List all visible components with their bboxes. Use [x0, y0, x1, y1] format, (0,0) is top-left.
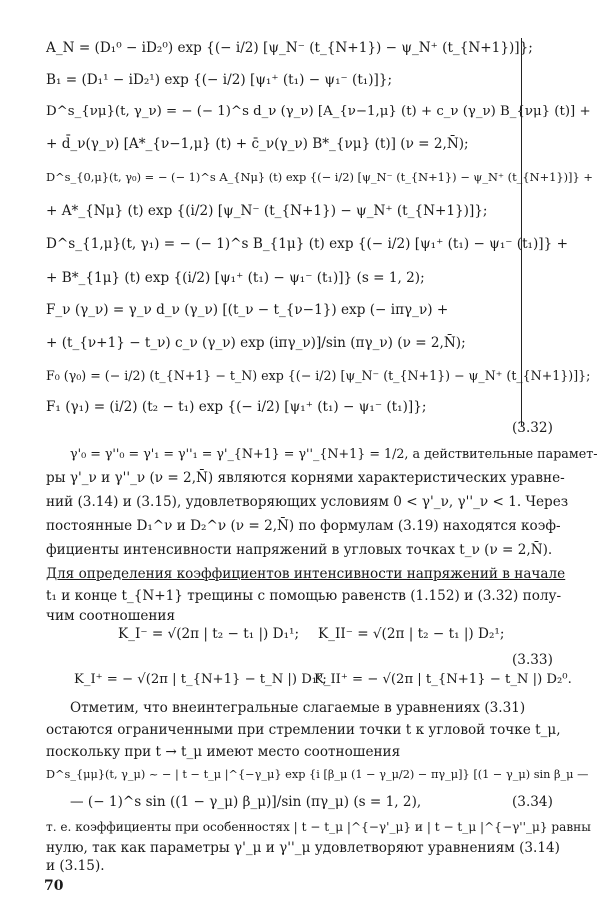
text-line: Отметим, что внеинтегральные слагаемые в уравнениях (3.31) — [70, 700, 526, 716]
equation: — (− 1)^s sin ((1 − γ_μ) β_μ)]/sin (πγ_μ) (s = 1, 2), — [70, 794, 422, 810]
text-line: т. е. коэффициенты при особенностях | t − t_μ |^{−γ'_μ} и | t − t_μ |^{−γ''_μ} равны — [46, 820, 591, 834]
equation-line: D^s_{1,μ}(t, γ₁) = − (− 1)^s B_{1μ} (t) exp {(− i/2) [ψ₁⁺ (t₁) − ψ₁⁻ (t₁)]} + — [46, 236, 568, 252]
equation-number: (3.32) — [512, 420, 553, 436]
text-line: t₁ и конце t_{N+1} трещины с помощью равенств (1.152) и (3.32) полу- — [46, 588, 562, 604]
equation-number: (3.33) — [512, 652, 553, 668]
equation: K_II⁺ = − √(2π | t_{N+1} − t_N |) D₂⁰. — [314, 672, 572, 687]
equation: K_I⁺ = − √(2π | t_{N+1} − t_N |) D₁⁰; — [74, 672, 327, 687]
text-line: чим соотношения — [46, 608, 176, 624]
equation-line: + d̄_ν(γ_ν) [A*_{ν−1,μ} (t) + c̄_ν(γ_ν) B*_{νμ} (t)] (ν = 2,N̄); — [46, 136, 469, 152]
text-line: поскольку при t → t_μ имеют место соотношения — [46, 744, 401, 760]
text-line: нулю, так как параметры γ'_μ и γ''_μ удовлетворяют уравнениям (3.14) — [46, 840, 560, 856]
equation: K_II⁻ = √(2π | t₂ − t₁ |) D₂¹; — [318, 626, 505, 642]
equation-line: D^s_{0,μ}(t, γ₀) = − (− 1)^s A_{Nμ} (t) exp {(− i/2) [ψ_N⁻ (t_{N+1}) − ψ_N⁺ (t_{N+1})]} + — [46, 170, 593, 184]
right-brace — [521, 38, 522, 426]
text-line: ры γ'_ν и γ''_ν (ν = 2,N̄) являются корнями характеристических уравне- — [46, 470, 565, 486]
equation-line: F₀ (γ₀) = (− i/2) (t_{N+1} − t_N) exp {(− i/2) [ψ_N⁻ (t_{N+1}) − ψ_N⁺ (t_{N+1})]}; — [46, 368, 591, 383]
text-line: постоянные D₁^ν и D₂^ν (ν = 2,N̄) по формулам (3.19) находятся коэф- — [46, 518, 561, 534]
equation-line: B₁ = (D₁¹ − iD₂¹) exp {(− i/2) [ψ₁⁺ (t₁) − ψ₁⁻ (t₁)]}; — [46, 72, 393, 88]
text-line: γ'₀ = γ''₀ = γ'₁ = γ''₁ = γ'_{N+1} = γ''_{N+1} = 1/2, а действительные парамет- — [70, 446, 598, 461]
equation-line: F_ν (γ_ν) = γ_ν d_ν (γ_ν) [(t_ν − t_{ν−1}) exp (− iπγ_ν) + — [46, 302, 449, 318]
equation-line: D^s_{νμ}(t, γ_ν) = − (− 1)^s d_ν (γ_ν) [A_{ν−1,μ} (t) + c_ν (γ_ν) B_{νμ} (t)] + — [46, 104, 591, 119]
equation-line: A_N = (D₁⁰ − iD₂⁰) exp {(− i/2) [ψ_N⁻ (t_{N+1}) − ψ_N⁺ (t_{N+1})]}; — [46, 40, 533, 56]
text-line: остаются ограниченными при стремлении точки t к угловой точке t_μ, — [46, 722, 561, 738]
equation-line: + A*_{Nμ} (t) exp {(i/2) [ψ_N⁻ (t_{N+1}) − ψ_N⁺ (t_{N+1})]}; — [46, 203, 488, 219]
text-line: Для определения коэффициентов интенсивности напряжений в начале — [46, 566, 566, 582]
text-line: фициенты интенсивности напряжений в угловых точках t_ν (ν = 2,N̄). — [46, 542, 553, 558]
text-line: ний (3.14) и (3.15), удовлетворяющих условиям 0 < γ'_ν, γ''_ν < 1. Через — [46, 494, 569, 510]
equation-line: F₁ (γ₁) = (i/2) (t₂ − t₁) exp {(− i/2) [ψ₁⁺ (t₁) − ψ₁⁻ (t₁)]}; — [46, 399, 427, 415]
equation: K_I⁻ = √(2π | t₂ − t₁ |) D₁¹; — [118, 626, 300, 642]
equation: D^s_{μμ}(t, γ_μ) ~ − | t − t_μ |^{−γ_μ} exp {i [β_μ (1 − γ_μ/2) − πγ_μ]} [(1 − γ_μ) sin β_μ — — [46, 768, 589, 781]
equation-number: (3.34) — [512, 794, 553, 810]
page-number: 70 — [44, 878, 64, 894]
text-line: и (3.15). — [46, 858, 105, 874]
equation-line: + (t_{ν+1} − t_ν) c_ν (γ_ν) exp (iπγ_ν)]/sin (πγ_ν) (ν = 2,N̄); — [46, 335, 466, 351]
equation-line: + B*_{1μ} (t) exp {(i/2) [ψ₁⁺ (t₁) − ψ₁⁻ (t₁)]} (s = 1, 2); — [46, 270, 425, 286]
